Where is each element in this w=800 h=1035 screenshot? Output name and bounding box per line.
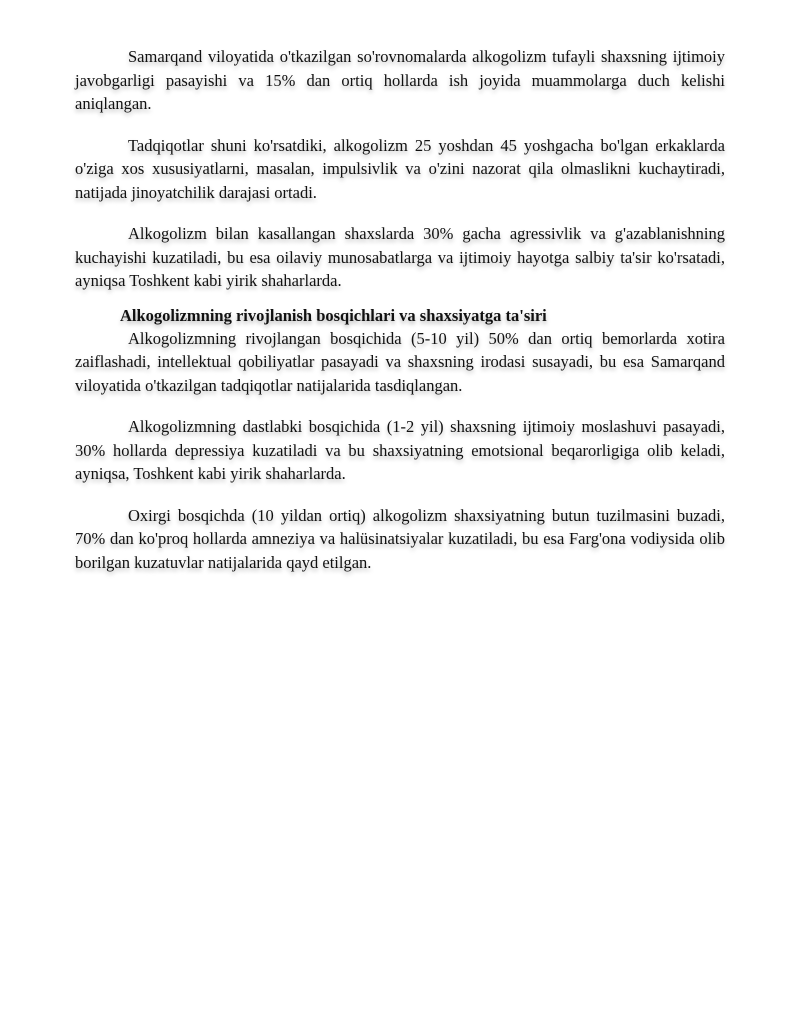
section-heading: Alkogolizmning rivojlanish bosqichlari va shaxsiyatga ta'siri	[120, 305, 547, 325]
paragraph-final-stage: Oxirgi bosqichda (10 yildan ortiq) alkogolizm shaxsiyatning butun tuzilmasini buzadi, 70% dan ko'proq hollarda amneziya va halüsinatsiyalar kuzatiladi, bu esa Farg'ona vodiysida olib borilgan kuzatuvlar natijalarida qayd etilgan.	[75, 505, 725, 572]
paragraph-advanced-stage: Alkogolizmning rivojlangan bosqichida (5-10 yil) 50% dan ortiq bemorlarda xotira zaiflashadi, intellektual qobiliyatlar pasayadi va shaxsning irodasi susayadi, bu esa Samarqand viloyatida o'tkazilgan tadqiqotlar natijalarida tasdiqlangan.	[75, 328, 725, 395]
document-page	[75, 45, 725, 574]
paragraph-research-men: Tadqiqotlar shuni ko'rsatdiki, alkogolizm 25 yoshdan 45 yoshgacha bo'lgan erkaklarda o'ziga xos xususiyatlarni, masalan, impulsivlik va o'zini nazorat qila olmaslikni kuchaytiradi, natijada jinoyatchilik darajasi ortadi.	[75, 135, 725, 202]
paragraph-aggression: Alkogolizm bilan kasallangan shaxslarda 30% gacha agressivlik va g'azablanishning kuchayishi kuzatiladi, bu esa oilaviy munosabatlarga va ijtimoiy hayotga salbiy ta'sir ko'rsatadi, ayniqsa Toshkent kabi yirik shaharlarda.	[75, 224, 725, 290]
paragraph-early-stage: Alkogolizmning dastlabki bosqichida (1-2 yil) shaxsning ijtimoiy moslashuvi pasayadi, 30% hollarda depressiya kuzatiladi va bu shaxsiyatning emotsional beqarorligiga olib keladi, ayniqsa, Toshkent kabi yirik shaharlarda.	[75, 417, 725, 483]
paragraph-survey-samarkand: Samarqand viloyatida o'tkazilgan so'rovnomalarda alkogolizm tufayli shaxsning ijtimoiy javobgarligi pasayishi va 15% dan ortiq hollarda ish joyida muammolarga duch kelishi aniqlangan.	[75, 47, 725, 113]
